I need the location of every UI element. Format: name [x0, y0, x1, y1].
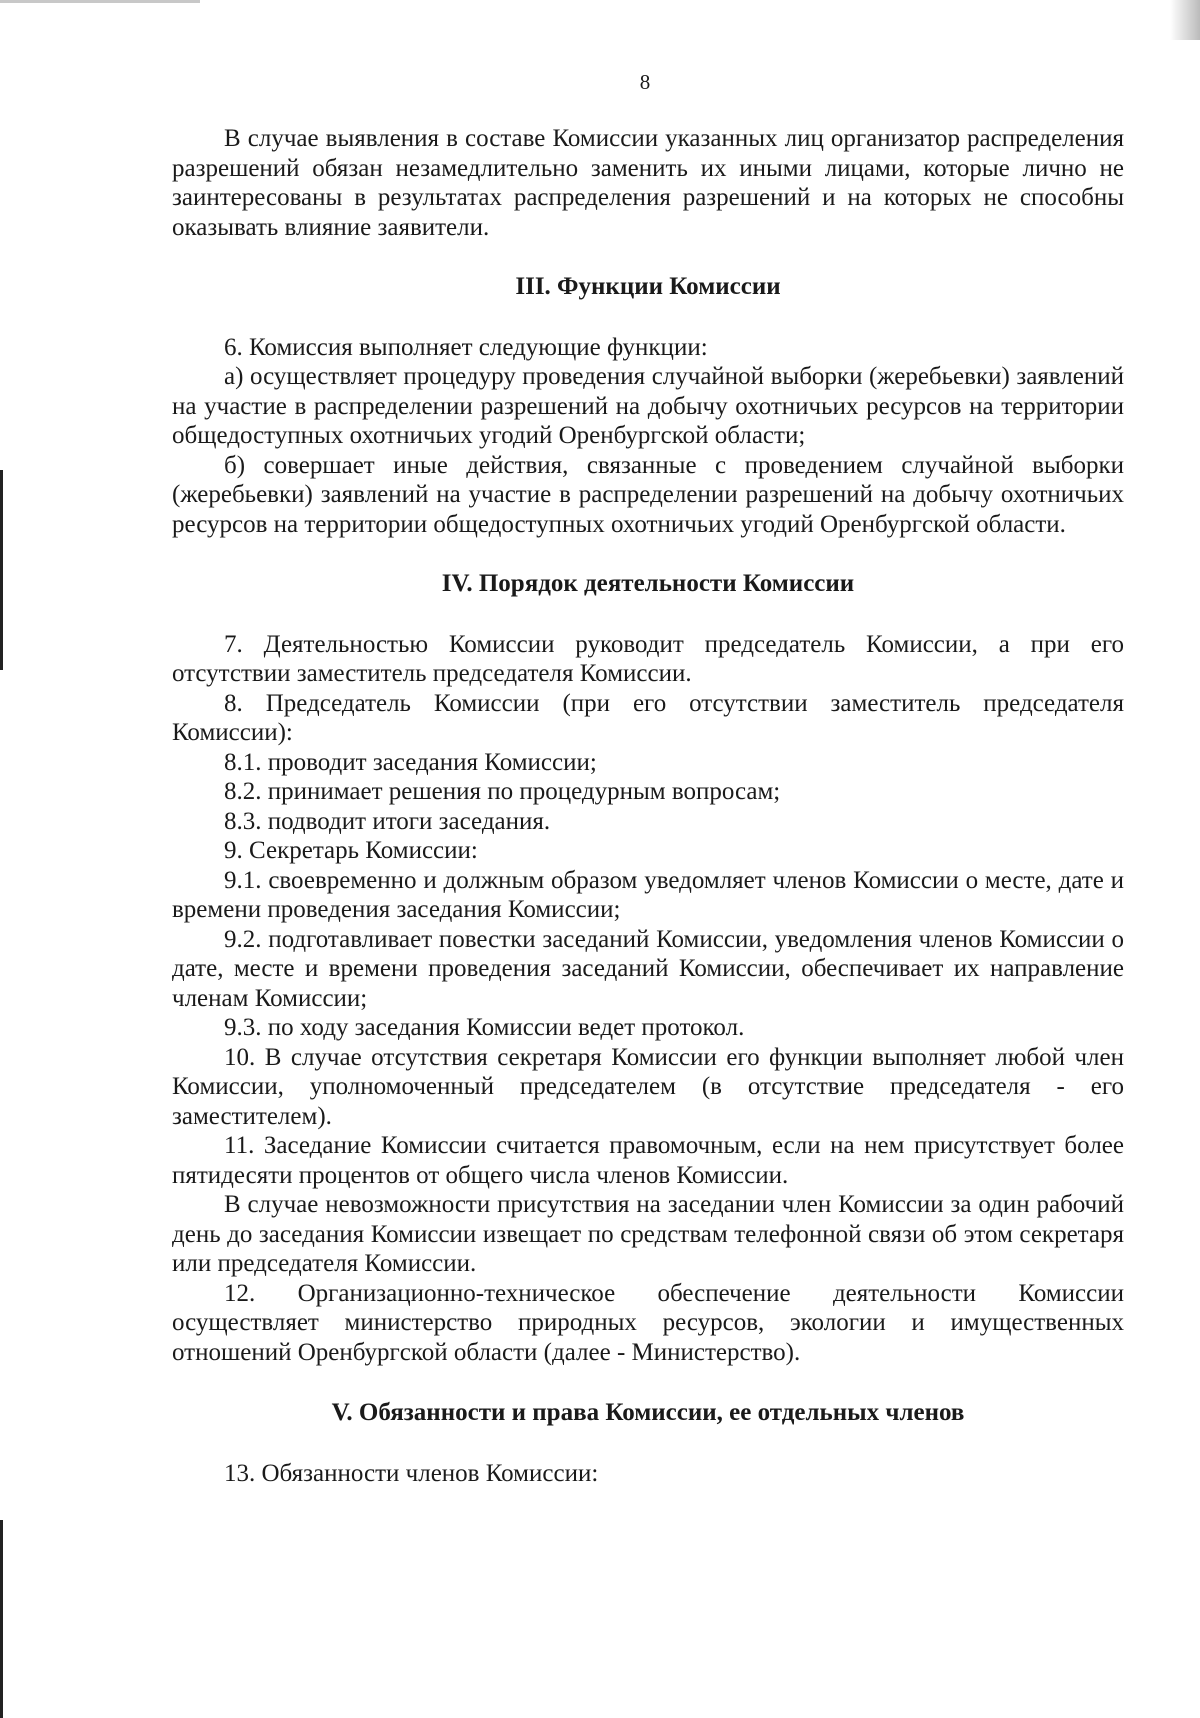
- section-heading-duties: V. Обязанности и права Комиссии, ее отдельных членов: [331, 1399, 965, 1426]
- paragraph-8-3: 8.3. подводит итоги заседания.: [224, 807, 551, 835]
- scan-artifact-edge: [0, 470, 3, 670]
- paragraph-8-2: 8.2. принимает решения по процедурным вопросам;: [224, 778, 781, 805]
- paragraph-9-2: 9.2. подготавливает повестки заседаний Комиссии, уведомления членов Комиссии о дате, месте и времени проведения заседаний Комиссии, обеспечивает их направление членам Комиссии;: [172, 925, 1124, 1012]
- paragraph-6b: б) совершает иные действия, связанные с проведением случайной выборки (жеребьевки) заявлений на участие в распределении разрешений на добычу охотничьих ресурсов на территории общедоступных охотничьих угодий Оренбургской области.: [172, 451, 1124, 538]
- paragraph-13: 13. Обязанности членов Комиссии:: [224, 1459, 599, 1487]
- section-heading-functions: III. Функции Комиссии: [515, 273, 781, 300]
- paragraph-9-3: 9.3. по ходу заседания Комиссии ведет протокол.: [224, 1014, 745, 1041]
- scan-artifact-corner: [1170, 0, 1200, 40]
- paragraph-6a: а) осуществляет процедуру проведения случайной выборки (жеребьевки) заявлений на участие в распределении разрешений на добычу охотничьих ресурсов на территории общедоступных охотничьих угодий Оренбургской области;: [172, 363, 1124, 449]
- paragraph-7: 7. Деятельностью Комиссии руководит председатель Комиссии, а при его отсутствии заместитель председателя Комиссии.: [172, 630, 1124, 687]
- paragraph-10: 10. В случае отсутствия секретаря Комиссии его функции выполняет любой член Комиссии, уполномоченный председателем (в отсутствие председателя - его заместителем).: [172, 1043, 1124, 1130]
- intro-paragraph: В случае выявления в составе Комиссии указанных лиц организатор распределения разрешений обязан незамедлительно заменить их иными лицами, которые лично не заинтересованы в результатах распределения разрешений и на которых не способны оказывать влияние заявители.: [172, 125, 1124, 241]
- section-heading-procedure: IV. Порядок деятельности Комиссии: [441, 570, 855, 597]
- page-number: 8: [639, 70, 651, 94]
- document-body: [172, 124, 1124, 1488]
- paragraph-8-1: 8.1. проводит заседания Комиссии;: [224, 748, 597, 776]
- paragraph-8: 8. Председатель Комиссии (при его отсутствии заместитель председателя Комиссии):: [172, 689, 1124, 746]
- scan-artifact-top: [0, 0, 200, 3]
- paragraph-9-1: 9.1. своевременно и должным образом уведомляет членов Комиссии о месте, дате и времени проведения заседания Комиссии;: [172, 866, 1124, 923]
- paragraph-11: 11. Заседание Комиссии считается правомочным, если на нем присутствует более пятидесяти процентов от общего числа членов Комиссии.: [172, 1132, 1124, 1189]
- scan-artifact-edge: [0, 1520, 3, 1718]
- paragraph-9: 9. Секретарь Комиссии:: [224, 837, 478, 864]
- paragraph-12: 12. Организационно-техническое обеспечение деятельности Комиссии осуществляет министерство природных ресурсов, экологии и имущественных отношений Оренбургской области (далее - Министерство).: [172, 1279, 1124, 1366]
- paragraph-6: 6. Комиссия выполняет следующие функции:: [224, 333, 708, 361]
- paragraph-11-note: В случае невозможности присутствия на заседании член Комиссии за один рабочий день до заседания Комиссии извещает по средствам телефонной связи об этом секретаря или председателя Комиссии.: [172, 1191, 1124, 1277]
